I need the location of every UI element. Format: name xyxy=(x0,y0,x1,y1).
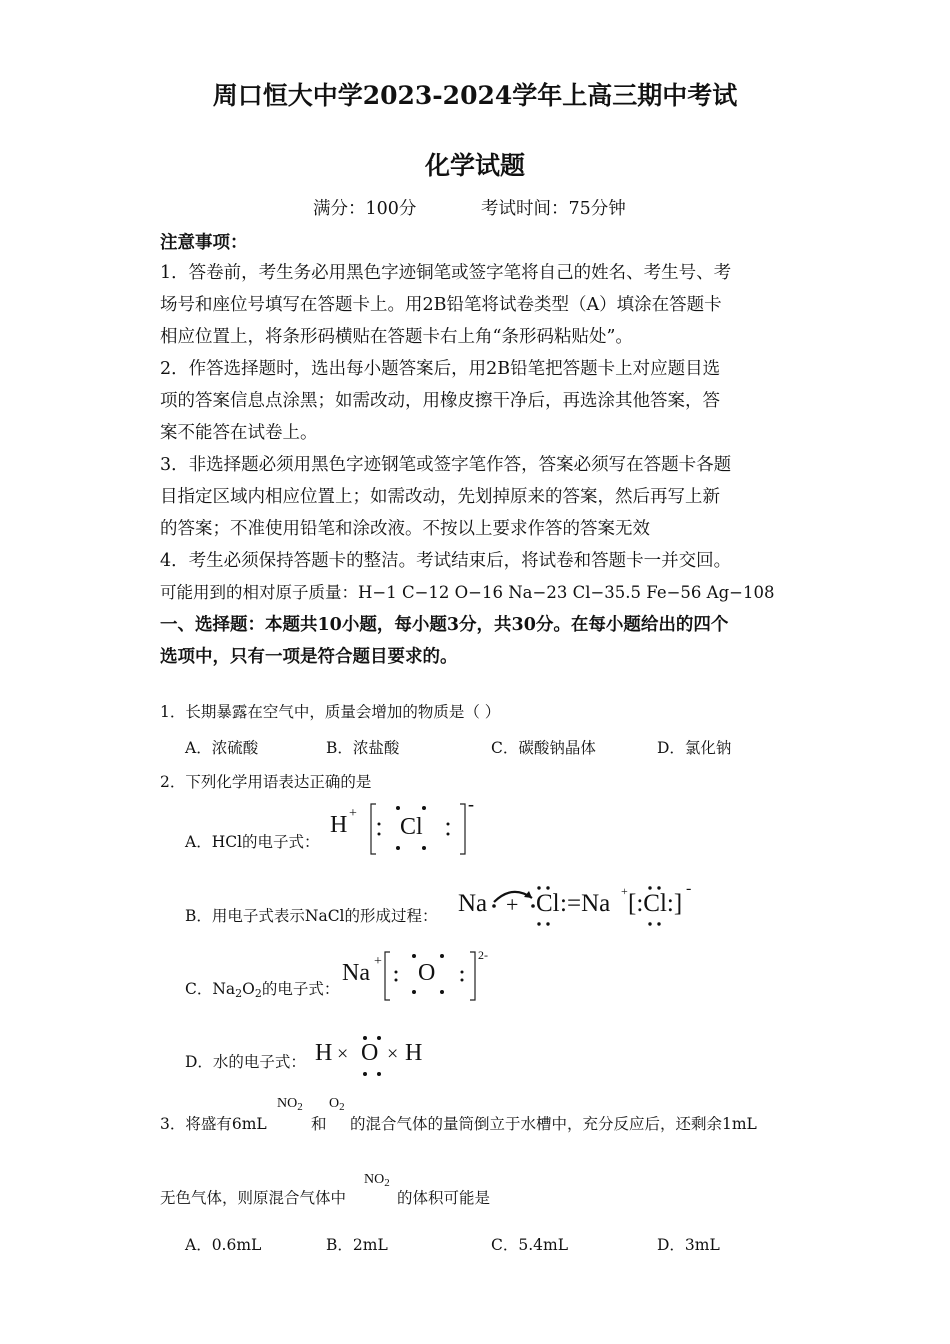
time-info: 考试时间：75分钟 xyxy=(481,199,626,219)
water-cross1: × xyxy=(337,1043,349,1065)
q2-option-b: B．用电子式表示NaCl的形成过程： xyxy=(185,907,438,925)
q3-stem-part4: 的体积可能是 xyxy=(397,1189,491,1207)
q3-no2: $NO_2$ xyxy=(277,1096,303,1113)
water-cross2: × xyxy=(387,1043,399,1065)
nacl-product-cl: [:Cl:] xyxy=(628,890,683,917)
water-electron-formula xyxy=(315,1034,435,1078)
notice-line: 场号和座位号填写在答题卡上。用2B铅笔将试卷类型（A）填涂在答题卡 xyxy=(160,295,722,315)
section-heading: 一、选择题：本题共10小题，每小题3分，共30分。在每小题给出的四个 xyxy=(160,615,729,635)
notice-line: 案不能答在试卷上。 xyxy=(160,423,318,443)
q2-option-d: D．水的电子式： xyxy=(185,1053,306,1071)
q1-option-b: B．浓盐酸 xyxy=(326,739,400,757)
hcl-plus: + xyxy=(349,806,357,821)
q1-option-d: D．氯化钠 xyxy=(657,739,732,757)
q2-option-c: C．Na2O2的电子式： xyxy=(185,980,340,1000)
na2o2-o: O xyxy=(418,960,436,986)
notice-line: 2．作答选择题时，选出每小题答案后，用2B铅笔把答题卡上对应题目选 xyxy=(160,359,721,379)
exam-subtitle: 化学试题 xyxy=(424,151,525,180)
nacl-plus: + xyxy=(506,892,519,917)
q3-he: 和 xyxy=(311,1115,327,1133)
q2-stem: 2．下列化学用语表达正确的是 xyxy=(160,773,372,791)
water-h2: H xyxy=(405,1040,423,1066)
nacl-product-minus: - xyxy=(686,880,692,897)
na2o2-plus: + xyxy=(374,954,382,969)
atomic-masses: 可能用到的相对原子质量：H−1 C−12 O−16 Na−23 Cl−35.5 Fe−56 Ag−108 xyxy=(160,583,775,602)
q3-option-a: A．0.6mL xyxy=(185,1236,262,1254)
q3-no2-2: $NO_2$ xyxy=(364,1172,390,1189)
na2o2-electron-formula xyxy=(342,946,502,1006)
q3-o2: $O_2$ xyxy=(329,1096,345,1113)
hcl-cl: Cl xyxy=(400,814,423,840)
section-heading-cont: 选项中，只有一项是符合题目要求的。 xyxy=(160,647,458,667)
hcl-brackets xyxy=(368,800,478,858)
notice-line: 目指定区域内相应位置上；如需改动，先划掉原来的答案，然后再写上新 xyxy=(160,487,720,507)
notice-line: 项的答案信息点涂黑；如需改动，用橡皮擦干净后，再选涂其他答案，答 xyxy=(160,391,720,411)
hcl-electron-formula xyxy=(330,794,480,860)
notice-heading: 注意事项： xyxy=(160,233,248,253)
score-info: 满分：100分 xyxy=(313,199,417,219)
notice-line: 的答案；不准使用铅笔和涂改液。不按以上要求作答的答案无效 xyxy=(160,519,650,539)
water-o: O xyxy=(361,1040,379,1066)
nacl-na: Na xyxy=(458,890,488,917)
exam-title: 周口恒大中学2023-2024学年上高三期中考试 xyxy=(212,81,738,110)
nacl-product-plus: + xyxy=(621,884,628,898)
q3-stem-part2: 的混合气体的量筒倒立于水槽中，充分反应后，还剩余1mL xyxy=(350,1115,757,1133)
q1-stem: 1．长期暴露在空气中，质量会增加的物质是（ ） xyxy=(160,703,501,721)
hcl-charge: - xyxy=(468,794,474,814)
q3-option-c: C．5.4mL xyxy=(491,1236,569,1254)
hcl-h: H xyxy=(330,812,348,838)
na2o2-charge: 2- xyxy=(478,948,488,962)
notice-line: 相应位置上，将条形码横贴在答题卡右上角“条形码粘贴处”。 xyxy=(160,327,633,347)
q1-option-c: C．碳酸钠晶体 xyxy=(491,739,596,757)
nacl-cl: Cl xyxy=(536,890,560,917)
na2o2-na: Na xyxy=(342,960,370,986)
q3-stem-part3: 无色气体，则原混合气体中 xyxy=(160,1189,347,1207)
q3-option-d: D．3mL xyxy=(657,1236,720,1254)
notice-line: 1．答卷前，考生务必用黑色字迹铜笔或签字笔将自己的姓名、考生号、考 xyxy=(160,263,732,283)
notice-line: 3．非选择题必须用黑色字迹钢笔或签字笔作答，答案必须写在答题卡各题 xyxy=(160,455,732,475)
q3-option-b: B．2mL xyxy=(326,1236,388,1254)
q3-stem-part1: 3．将盛有6mL xyxy=(160,1115,267,1133)
nacl-formation-formula: Na + Cl : =Na + [:Cl:] - xyxy=(458,884,698,928)
water-h1: H xyxy=(315,1040,333,1066)
notice-line: 4．考生必须保持答题卡的整洁。考试结束后，将试卷和答题卡一并交回。 xyxy=(160,551,732,571)
q1-option-a: A．浓硫酸 xyxy=(185,739,259,757)
q2-option-a: A．HCl的电子式： xyxy=(185,833,320,851)
nacl-product-na: =Na xyxy=(567,890,611,917)
